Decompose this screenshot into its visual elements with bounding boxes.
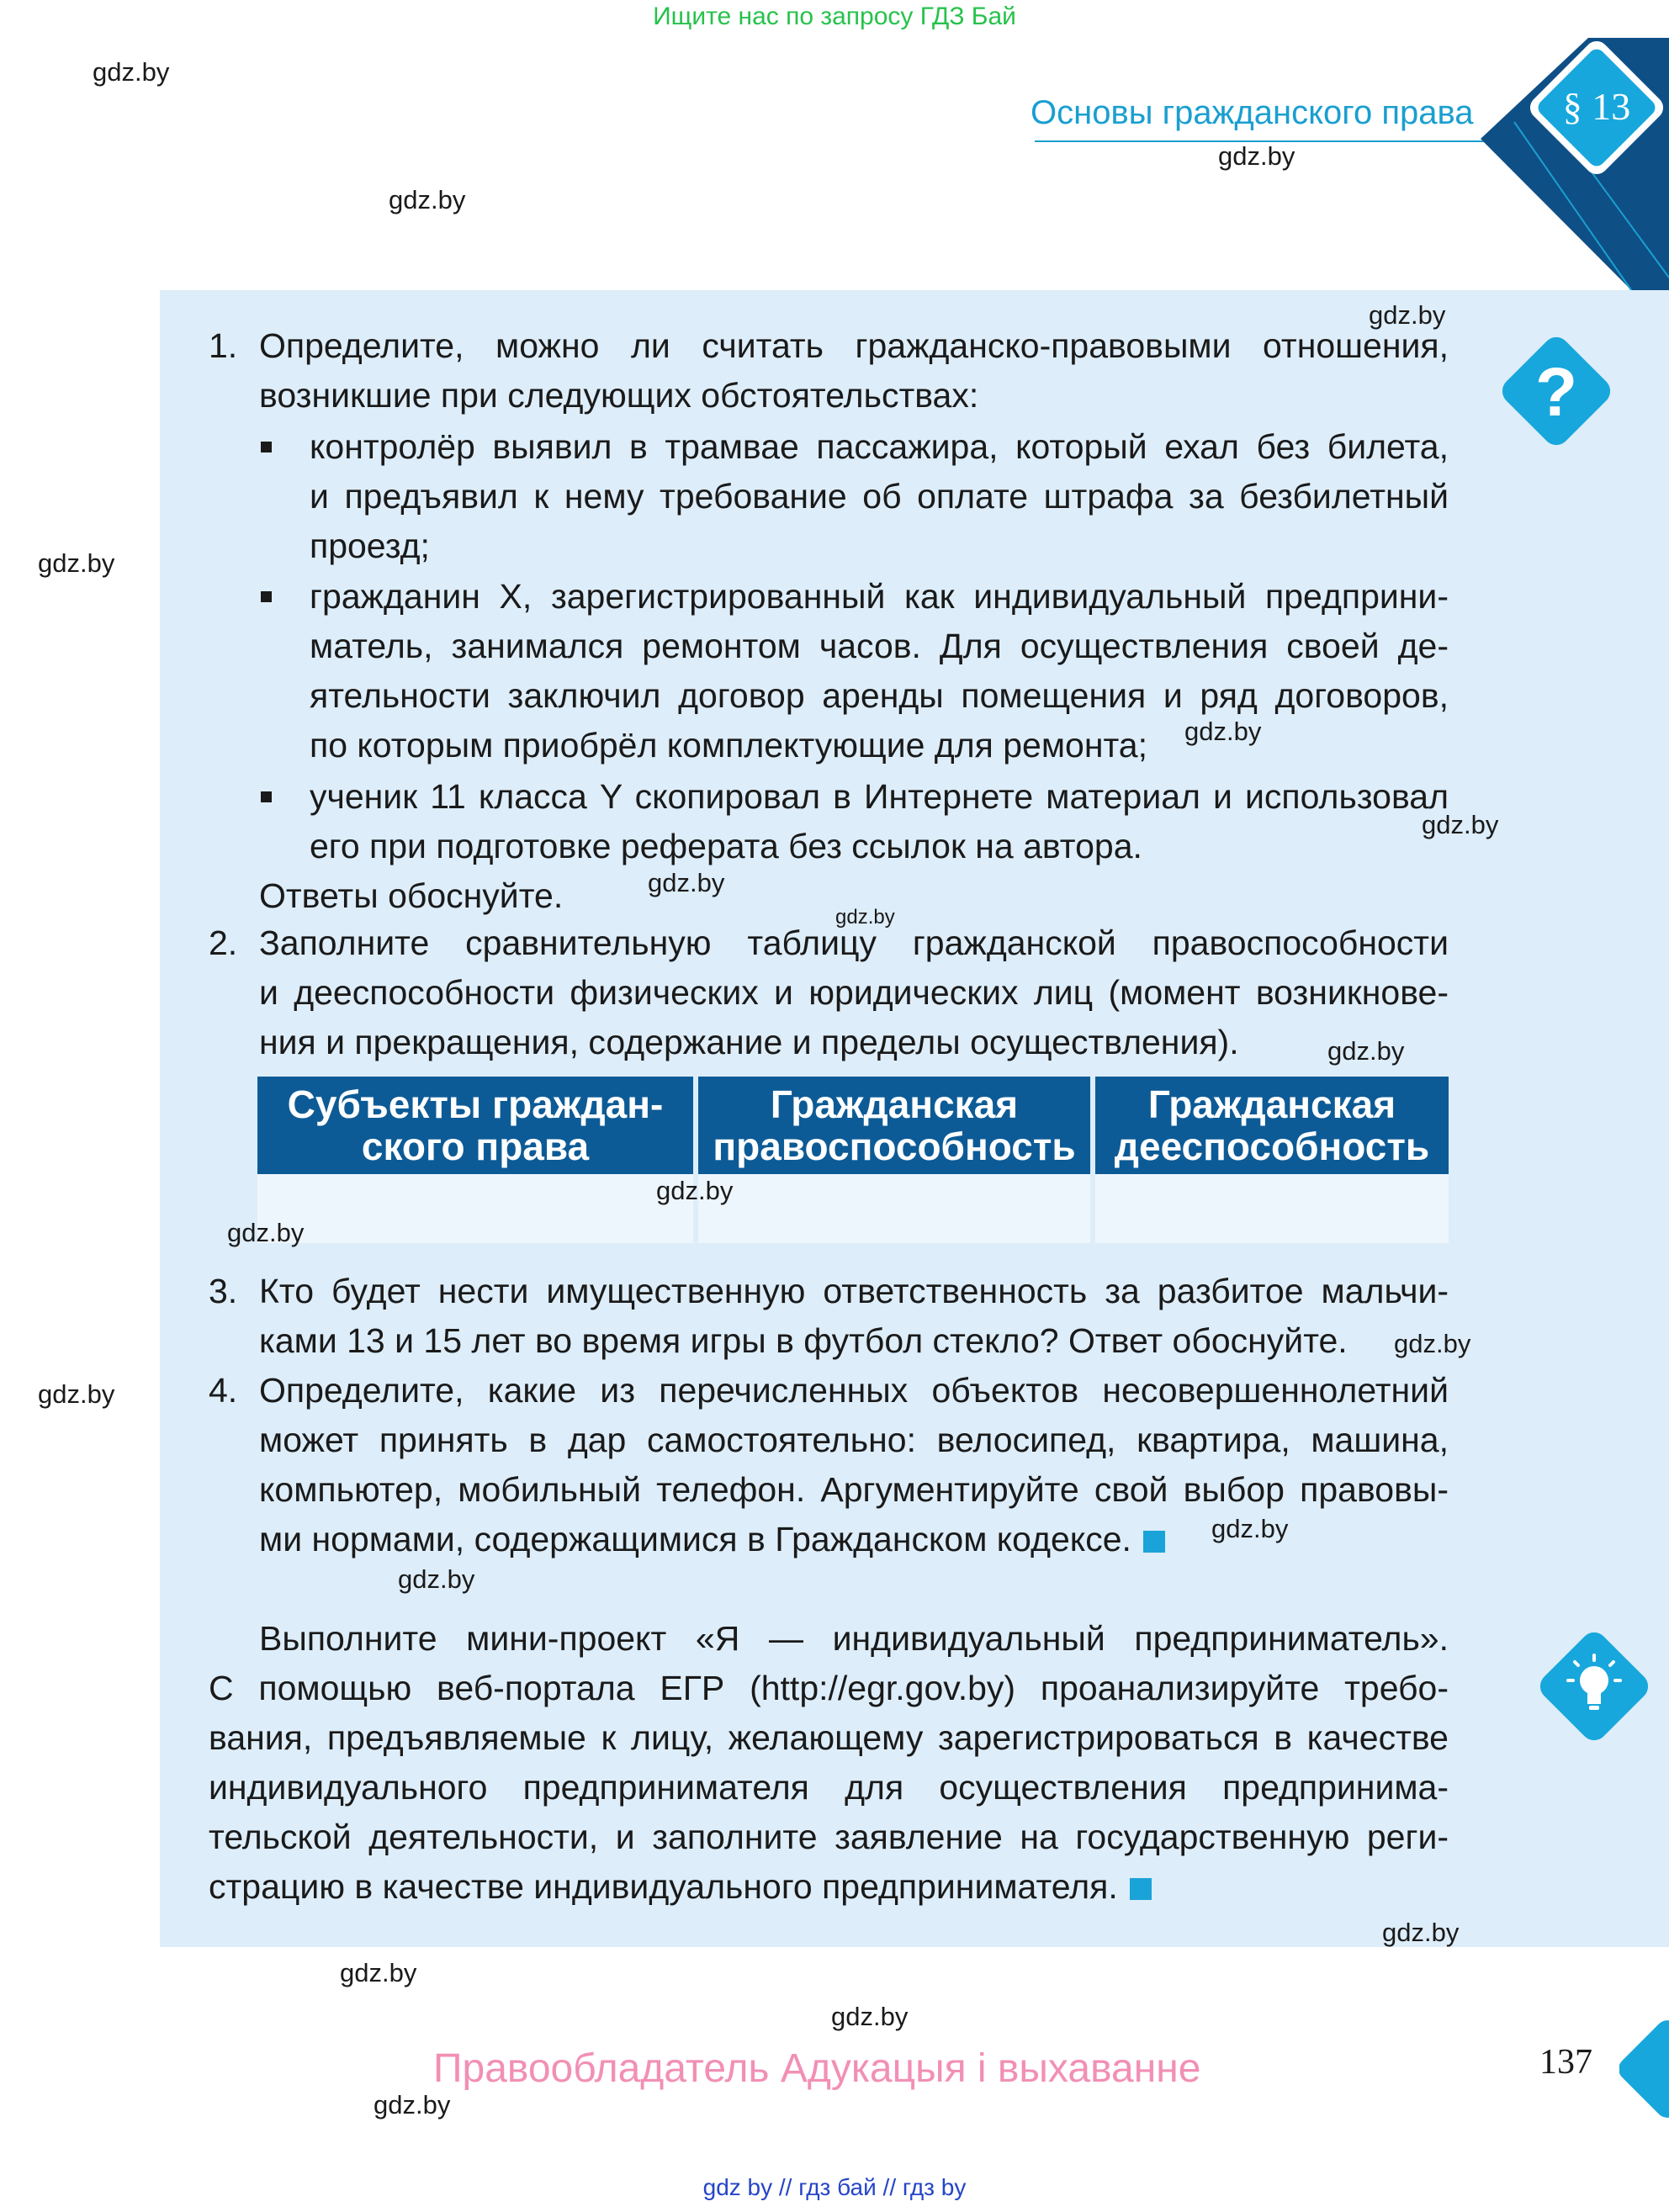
project-line-6: страцию в качестве индивидуального предпринимателя. xyxy=(209,1862,1152,1912)
bullet-2-line-3: ятельности заключил договор аренды помещения и ряд договоров, xyxy=(310,676,1449,715)
page-number: 137 xyxy=(1539,2043,1592,2082)
svg-text:?: ? xyxy=(1534,354,1578,431)
table-header-legal-capacity: Гражданская правоспособность xyxy=(698,1077,1090,1174)
watermark: gdz.by xyxy=(835,906,895,929)
task-3-number: 3. xyxy=(209,1272,238,1310)
bullet-2-line-2: матель, занимался ремонтом часов. Для осуществления своей де- xyxy=(310,627,1449,665)
project-line-2: С помощью веб-портала ЕГР (http://egr.gov.by) проанализируйте требо- xyxy=(209,1669,1449,1707)
project-line-5: тельской деятельности, и заполните заявление на государственную реги- xyxy=(209,1818,1449,1856)
table-cell[interactable] xyxy=(1095,1174,1449,1243)
watermark: gdz.by xyxy=(1184,717,1262,746)
top-banner: Ищите нас по запросу ГДЗ Бай xyxy=(653,3,1016,30)
bullet-marker xyxy=(261,591,272,602)
end-square-icon xyxy=(1130,1878,1152,1900)
bullet-3-line-2: его при подготовке реферата без ссылок на автора. xyxy=(310,827,1142,865)
watermark: gdz.by xyxy=(340,1958,417,1987)
task-3-line-1: Кто будет нести имущественную ответственность за разбитое мальчи- xyxy=(259,1272,1449,1310)
table-header-active-capacity: Гражданская дееспособность xyxy=(1095,1077,1449,1174)
watermark: gdz.by xyxy=(38,1379,115,1409)
section-badge xyxy=(1481,25,1669,328)
task-4-line-2: может принять в дар самостоятельно: велосипед, квартира, машина, xyxy=(259,1421,1449,1459)
watermark: gdz.by xyxy=(398,1564,475,1594)
task-4-line-4: ми нормами, содержащимися в Гражданском кодексе. xyxy=(259,1515,1165,1564)
task-3-line-2: ками 13 и 15 лет во время игры в футбол стекло? Ответ обоснуйте. xyxy=(259,1321,1348,1360)
task-1-tail: Ответы обоснуйте. xyxy=(259,876,564,915)
task-2-number: 2. xyxy=(209,923,238,962)
watermark: gdz.by xyxy=(1369,300,1446,330)
table-cell[interactable] xyxy=(698,1174,1090,1243)
watermark: gdz.by xyxy=(656,1176,734,1205)
watermark: gdz.by xyxy=(1211,1514,1289,1543)
bullet-3-line-1: ученик 11 класса Y скопировал в Интернете материал и использовал xyxy=(310,777,1449,816)
end-square-icon xyxy=(1143,1531,1165,1553)
bullet-marker xyxy=(261,791,272,802)
task-4-number: 4. xyxy=(209,1371,238,1410)
copyright-notice: Правообладатель Адукацыя і выхаванне xyxy=(433,2046,1201,2091)
task-2-line-1: Заполните сравнительную таблицу гражданской правоспособности xyxy=(259,923,1449,962)
bullet-1-line-2: и предъявил к нему требование об оплате штрафа за безбилетный xyxy=(310,477,1449,516)
bullet-marker xyxy=(261,442,272,452)
lightbulb-icon xyxy=(1531,1623,1657,1749)
page-tab-marker xyxy=(1619,2014,1669,2124)
project-line-4: индивидуального предпринимателя для осуществления предпринима- xyxy=(209,1768,1449,1807)
project-line-3: вания, предъявляемые к лицу, желающему зарегистрироваться в качестве xyxy=(209,1718,1449,1757)
task-1-text-line-1: Определите, можно ли считать гражданско-правовыми отношения, xyxy=(259,326,1449,365)
bullet-2-line-4: по которым приобрёл комплектующие для ремонта; xyxy=(310,726,1147,765)
chapter-title: Основы гражданского права xyxy=(1031,94,1474,131)
bullet-1-line-3: проезд; xyxy=(310,527,430,565)
watermark: gdz.by xyxy=(93,57,170,87)
table-header-subjects: Субъекты граждан- ского права xyxy=(257,1077,693,1174)
task-2-line-2: и дееспособности физических и юридических лиц (момент возникнове- xyxy=(259,973,1449,1012)
watermark: gdz.by xyxy=(1382,1918,1460,1947)
section-number: § 13 xyxy=(1562,85,1631,128)
task-4-line-1: Определите, какие из перечисленных объектов несовершеннолетний xyxy=(259,1371,1449,1410)
table-cell[interactable] xyxy=(257,1174,693,1243)
task-1-text-line-2: возникшие при следующих обстоятельствах: xyxy=(259,376,979,415)
watermark: gdz.by xyxy=(38,548,115,578)
watermark: gdz.by xyxy=(1422,810,1499,839)
bullet-2-line-1: гражданин X, зарегистрированный как индивидуальный предприни- xyxy=(310,577,1449,616)
watermark: gdz.by xyxy=(1327,1036,1405,1066)
watermark: gdz.by xyxy=(389,185,466,214)
task-1-number: 1. xyxy=(209,326,238,365)
project-line-1: Выполните мини-проект «Я — индивидуальный предприниматель». xyxy=(259,1619,1449,1658)
watermark: gdz.by xyxy=(374,2090,451,2119)
bullet-1-line-1: контролёр выявил в трамвае пассажира, который ехал без билета, xyxy=(310,427,1449,466)
bottom-banner: gdz by // гдз бай // гдз by xyxy=(702,2174,967,2200)
watermark: gdz.by xyxy=(831,2002,909,2031)
watermark: gdz.by xyxy=(227,1218,305,1247)
task-4-line-3: компьютер, мобильный телефон. Аргументируйте свой выбор правовы- xyxy=(259,1470,1449,1509)
watermark: gdz.by xyxy=(648,868,725,897)
watermark: gdz.by xyxy=(1394,1329,1471,1358)
task-2-line-3: ния и прекращения, содержание и пределы осуществления). xyxy=(259,1023,1239,1061)
watermark: gdz.by xyxy=(1218,141,1295,171)
question-icon xyxy=(1493,328,1619,454)
